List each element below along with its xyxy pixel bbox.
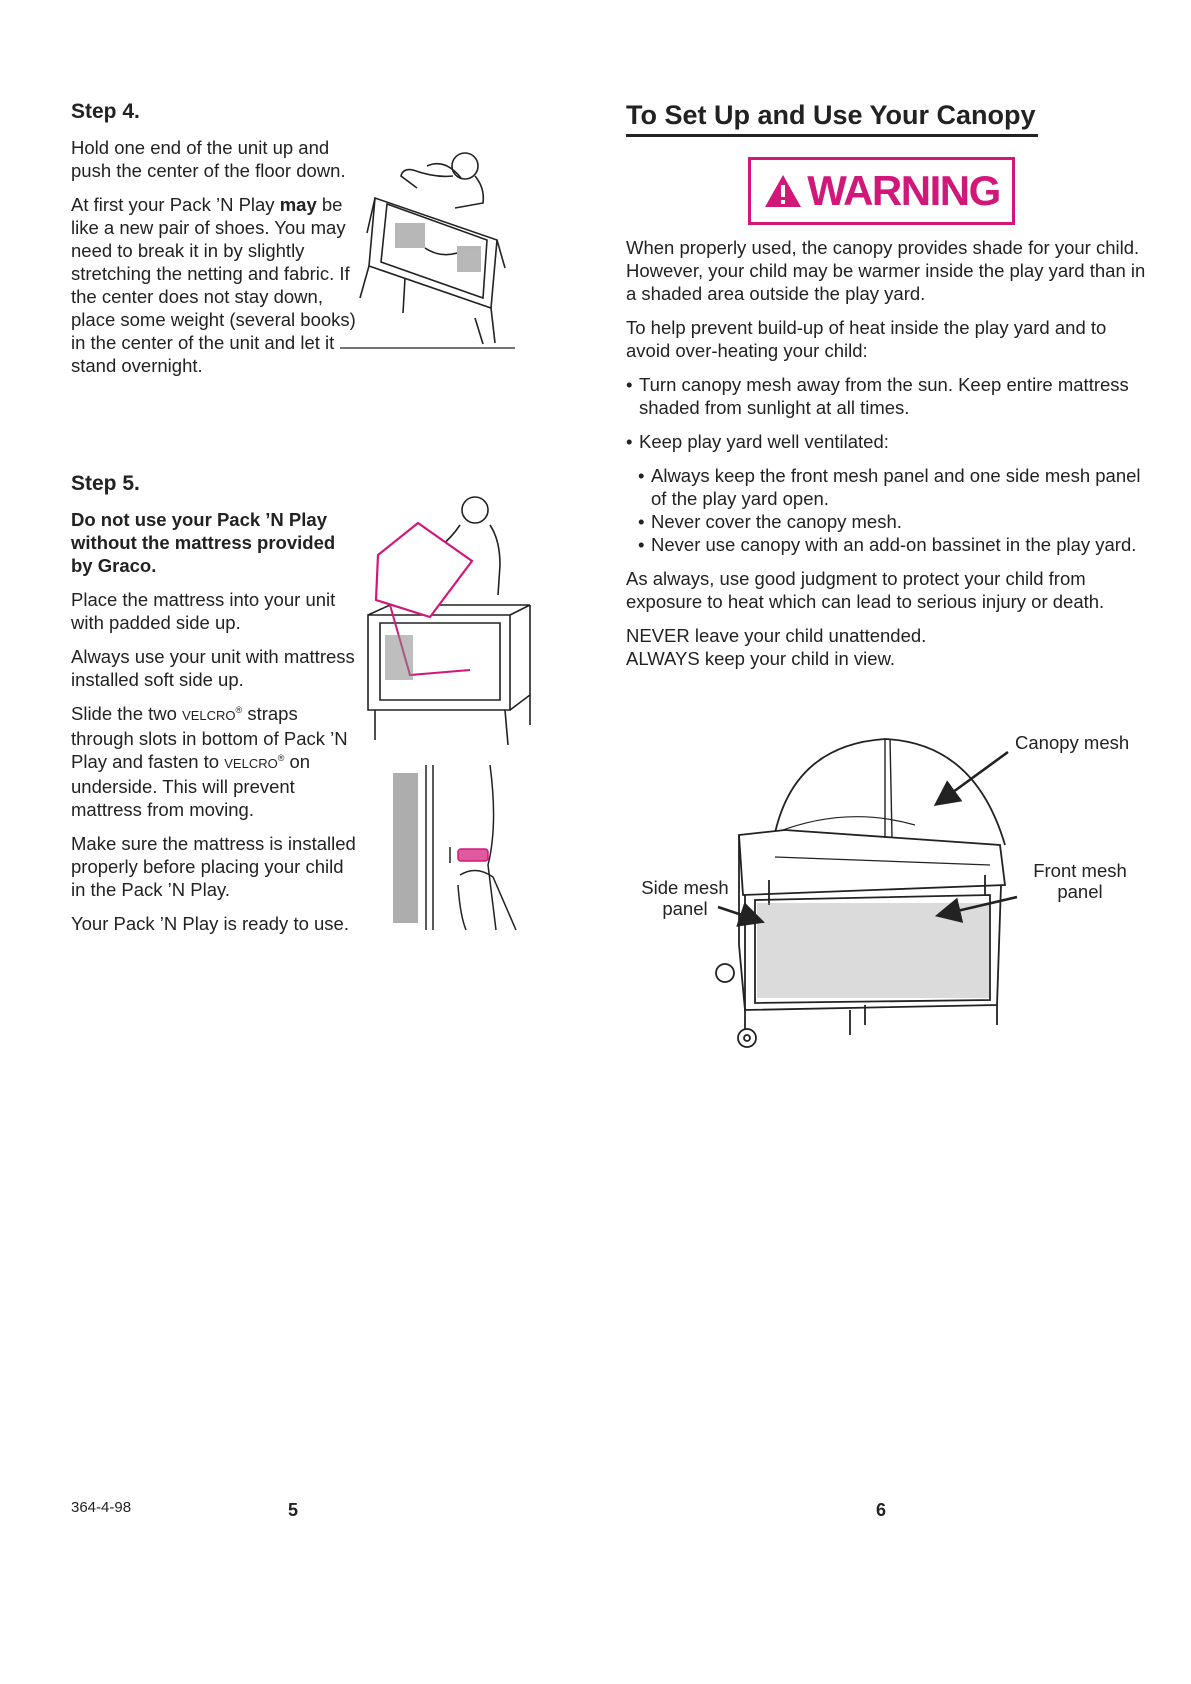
step5-paragraph-4: Make sure the mattress is installed properly before placing your child in the Pack ’N Play. <box>71 833 356 900</box>
front-mesh-arrow <box>940 897 1017 915</box>
front-mesh-label: Front mesh panel <box>1033 860 1127 902</box>
canopy-mesh-arrow <box>938 752 1008 803</box>
step4-title: Step 4. <box>71 100 140 123</box>
canopy-paragraph-2: To help prevent build-up of heat inside the play yard and to avoid over-heating your child: <box>626 317 1107 361</box>
sub-bullet-2: • Never cover the canopy mesh. <box>638 511 902 532</box>
step5-paragraph-2: Always use your unit with mattress installed soft side up. <box>71 646 355 690</box>
step5-paragraph-5: Your Pack ’N Play is ready to use. <box>71 913 349 934</box>
canopy-paragraph-3: As always, use good judgment to protect your child from exposure to heat which can lead to serious injury or death. <box>626 568 1105 612</box>
bullet-1: • Turn canopy mesh away from the sun. Keep entire mattress shaded from sunlight at all times. <box>626 374 1129 418</box>
step5-paragraph-1: Place the mattress into your unit with padded side up. <box>71 589 336 633</box>
page-number-left: 5 <box>288 1500 299 1520</box>
step4-paragraph-1: Hold one end of the unit up and push the center of the floor down. <box>71 137 346 181</box>
sub-bullet-1: • Always keep the front mesh panel and one side mesh panel of the play yard open. <box>638 465 1141 509</box>
canopy-paragraph-4: NEVER leave your child unattended. ALWAYS keep your child in view. <box>626 625 927 669</box>
bullet-2: • Keep play yard well ventilated: <box>626 431 889 452</box>
canopy-mesh-label: Canopy mesh <box>1015 732 1130 753</box>
step5-warning: Do not use your Pack ’N Play without the mattress provided by Graco. <box>71 509 336 576</box>
document-code: 364-4-98 <box>71 1499 132 1516</box>
warning-label: WARNING <box>807 167 1000 214</box>
step5-paragraph-3: Slide the two VELCRO® straps through slots in bottom of Pack ’N Play and fasten to VELCRO® on underside. This will prevent mattress from moving. <box>71 703 348 820</box>
step5-title: Step 5. <box>71 472 140 495</box>
sub-bullet-3: • Never use canopy with an add-on bassinet in the play yard. <box>638 534 1137 555</box>
canopy-paragraph-1: When properly used, the canopy provides shade for your child. However, your child may be warmer inside the play yard than in a shaded area outside the play yard. <box>626 237 1146 304</box>
step4-paragraph-2: At first your Pack ’N Play may be like a new pair of shoes. You may need to break it in by slightly stretching the netting and fabric. If the center does not stay down, place some weight (several books) in the center of the unit and let it stand overnight. <box>71 194 356 376</box>
side-mesh-label: Side mesh panel <box>641 877 729 919</box>
canopy-heading: To Set Up and Use Your Canopy <box>626 100 1038 137</box>
page-number-right: 6 <box>876 1500 887 1520</box>
